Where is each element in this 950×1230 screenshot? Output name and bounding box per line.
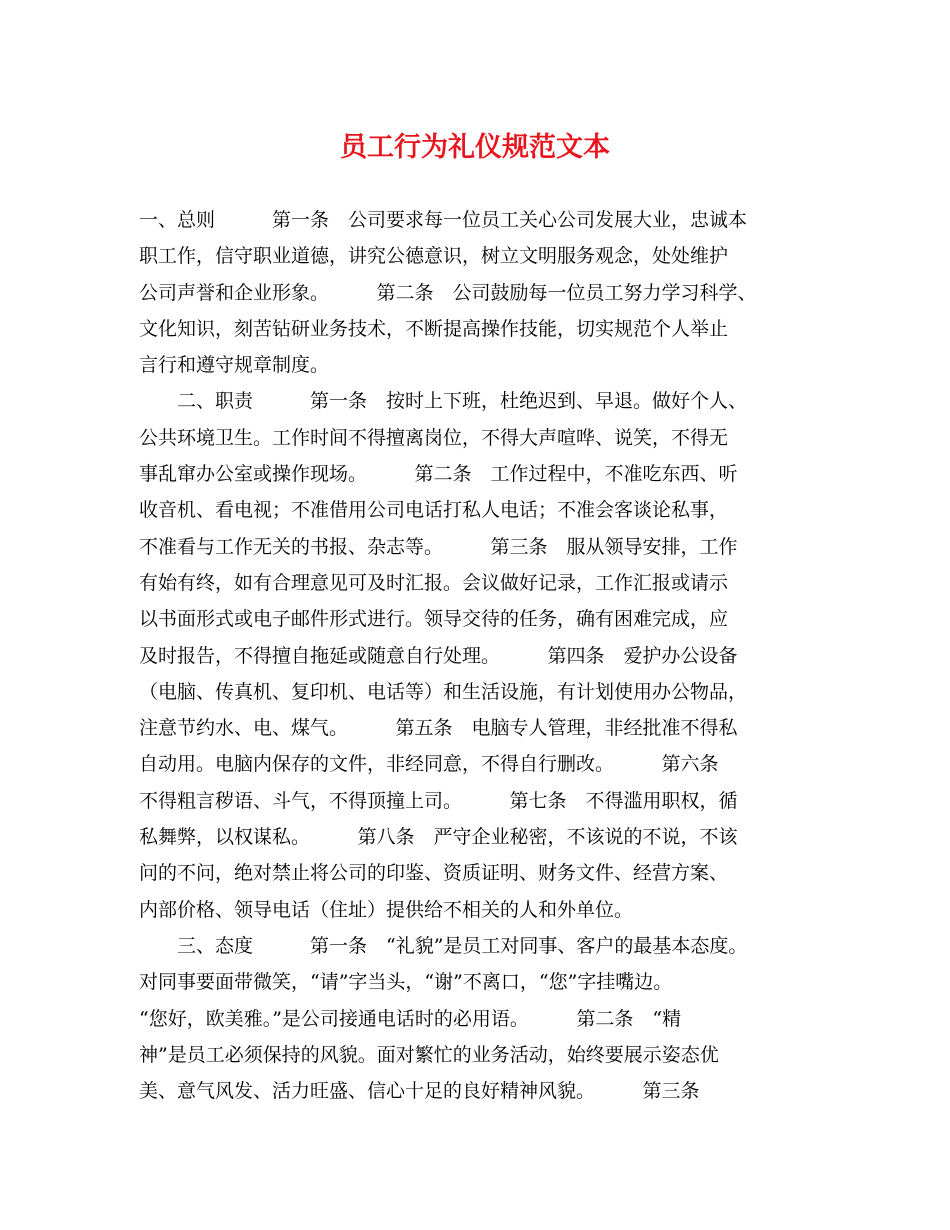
body-line: 公共环境卫生。工作时间不得擅离岗位，不得大声喧哗、说笑，不得无 xyxy=(139,426,729,449)
body-line: 一、总则 第一条 公司要求每一位员工关心公司发展大业，忠诚本 xyxy=(139,209,748,231)
body-line: 问的不问，绝对禁止将公司的印鉴、资质证明、财务文件、经营方案、 xyxy=(139,862,729,885)
body-line: 不准看与工作无关的书报、杂志等。 第三条 服从领导安排，工作 xyxy=(139,535,738,558)
body-line: 及时报告，不得擅自拖延或随意自行处理。 第四条 爱护办公设备 xyxy=(139,644,738,667)
body-line: 收音机、看电视；不准借用公司电话打私人电话；不准会客谈论私事， xyxy=(139,499,729,522)
body-line: 公司声誉和企业形象。 第二条 公司鼓励每一位员工努力学习科学、 xyxy=(139,281,757,304)
body-line: （电脑、传真机、复印机、电话等）和生活设施，有计划使用办公物品， xyxy=(139,680,748,703)
document-body xyxy=(139,202,819,1109)
body-line: 二、职责 第一条 按时上下班，杜绝迟到、早退。做好个人、 xyxy=(139,390,748,413)
body-line: 不得粗言秽语、斗气，不得顶撞上司。 第七条 不得滥用职权，循 xyxy=(139,789,738,812)
body-line: 职工作，信守职业道德，讲究公德意识，树立文明服务观念，处处维护 xyxy=(139,245,729,268)
body-line: 自动用。电脑内保存的文件，非经同意，不得自行删改。 第六条 xyxy=(139,753,719,776)
body-line: 内部价格、领导电话（住址）提供给不相关的人和外单位。 xyxy=(139,898,634,921)
body-line: 美、意气风发、活力旺盛、信心十足的良好精神风貌。 第三条 xyxy=(139,1080,700,1103)
body-line: 事乱窜办公室或操作现场。 第二条 工作过程中，不准吃东西、听 xyxy=(139,463,738,486)
body-line: 三、态度 第一条 “礼貌”是员工对同事、客户的最基本态度。 xyxy=(139,934,748,957)
body-line: 神”是员工必须保持的风貌。面对繁忙的业务活动，始终要展示姿态优 xyxy=(139,1043,719,1066)
body-line: 对同事要面带微笑，“请”字当头，“谢”不离口，“您”字挂嘴边。 xyxy=(139,971,673,994)
body-line: 有始有终，如有合理意见可及时汇报。会议做好记录，工作汇报或请示 xyxy=(139,571,729,594)
document-title: 员工行为礼仪规范文本 xyxy=(340,132,610,163)
body-line: 以书面形式或电子邮件形式进行。领导交待的任务，确有困难完成，应 xyxy=(139,608,729,631)
body-line: 文化知识，刻苦钻研业务技术，不断提高操作技能，切实规范个人举止 xyxy=(139,317,729,340)
body-line: 注意节约水、电、煤气。 第五条 电脑专人管理，非经批准不得私 xyxy=(139,717,738,740)
body-line: “您好，欧美雅。”是公司接通电话时的必用语。 第二条 “精 xyxy=(139,1007,682,1030)
body-line: 言行和遵守规章制度。 xyxy=(139,354,330,377)
body-line: 私舞弊，以权谋私。 第八条 严守企业秘密，不该说的不说，不该 xyxy=(139,826,738,849)
